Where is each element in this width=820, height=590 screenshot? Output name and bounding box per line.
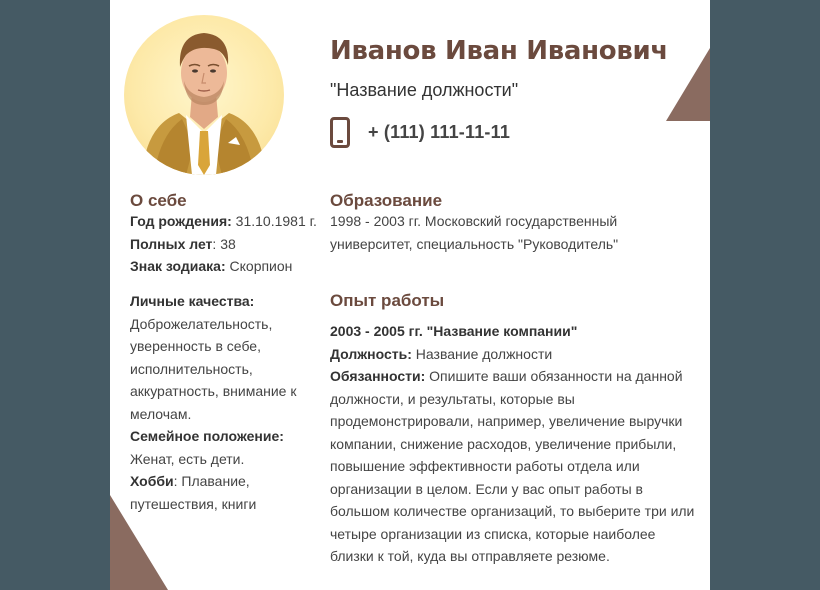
hobby-label: Хобби xyxy=(130,473,174,489)
experience-details xyxy=(330,320,695,568)
birth-row xyxy=(130,210,330,233)
birth-value: 31.10.1981 г. xyxy=(231,213,317,229)
duties-label: Обязанности: xyxy=(330,368,426,384)
experience-title: Опыт работы xyxy=(330,291,445,310)
about-title: О себе xyxy=(130,191,187,210)
family-value: Женат, есть дети. xyxy=(130,450,245,467)
age-row xyxy=(130,233,330,256)
zodiac-label: Знак зодиака: xyxy=(130,258,226,274)
hobby-value: : Плавание, путешествия, книги xyxy=(130,473,257,512)
hobby-row xyxy=(130,470,312,515)
phone-row xyxy=(330,116,510,148)
phone-number: + (111) 111-11-11 xyxy=(368,121,511,142)
job-position-row xyxy=(330,343,695,366)
age-label: Полных лет xyxy=(130,235,213,252)
portrait-photo xyxy=(124,15,284,175)
zodiac-row xyxy=(130,255,330,278)
education-title: Образование xyxy=(330,191,443,210)
experience-period: 2003 - 2005 гг. "Название компании" xyxy=(330,323,578,339)
qualities-label: Личные качества: xyxy=(130,293,255,309)
birth-label: Год рождения: xyxy=(130,213,232,229)
age-value: : 38 xyxy=(212,235,236,252)
zodiac-value: Скорпион xyxy=(225,258,293,274)
job-position-label: Должность: xyxy=(330,345,412,362)
full-name: Иванов Иван Иванович xyxy=(330,36,668,66)
about-personal-info xyxy=(130,290,312,515)
duties-value: Опишите ваши обязанности на данной должности, и результаты, которые вы продемонстрировали, например, увеличение выручки компании, снижение расходов, увеличение прибыли, повышение эффективности работы отдела или организации в целом. Если у вас опыт работы в большом количестве организаций, то выберите три или четыре организации из списка, которые наиболее близки к той, куда вы отправляете резюме. xyxy=(330,368,695,564)
phone-icon xyxy=(330,117,350,148)
duties-row xyxy=(330,365,695,568)
qualities-value: Доброжелательность, уверенность в себе, исполнительность, аккуратность, внимание к мелочам. xyxy=(130,315,297,422)
desired-position: "Название должности" xyxy=(330,80,519,100)
family-label: Семейное положение: xyxy=(130,428,284,444)
avatar xyxy=(124,15,284,175)
job-position-value: Название должности xyxy=(411,345,553,362)
education-text: 1998 - 2003 гг. Московский государственный университет, специальность "Руководитель" xyxy=(330,213,619,252)
about-basic-info xyxy=(130,210,330,278)
